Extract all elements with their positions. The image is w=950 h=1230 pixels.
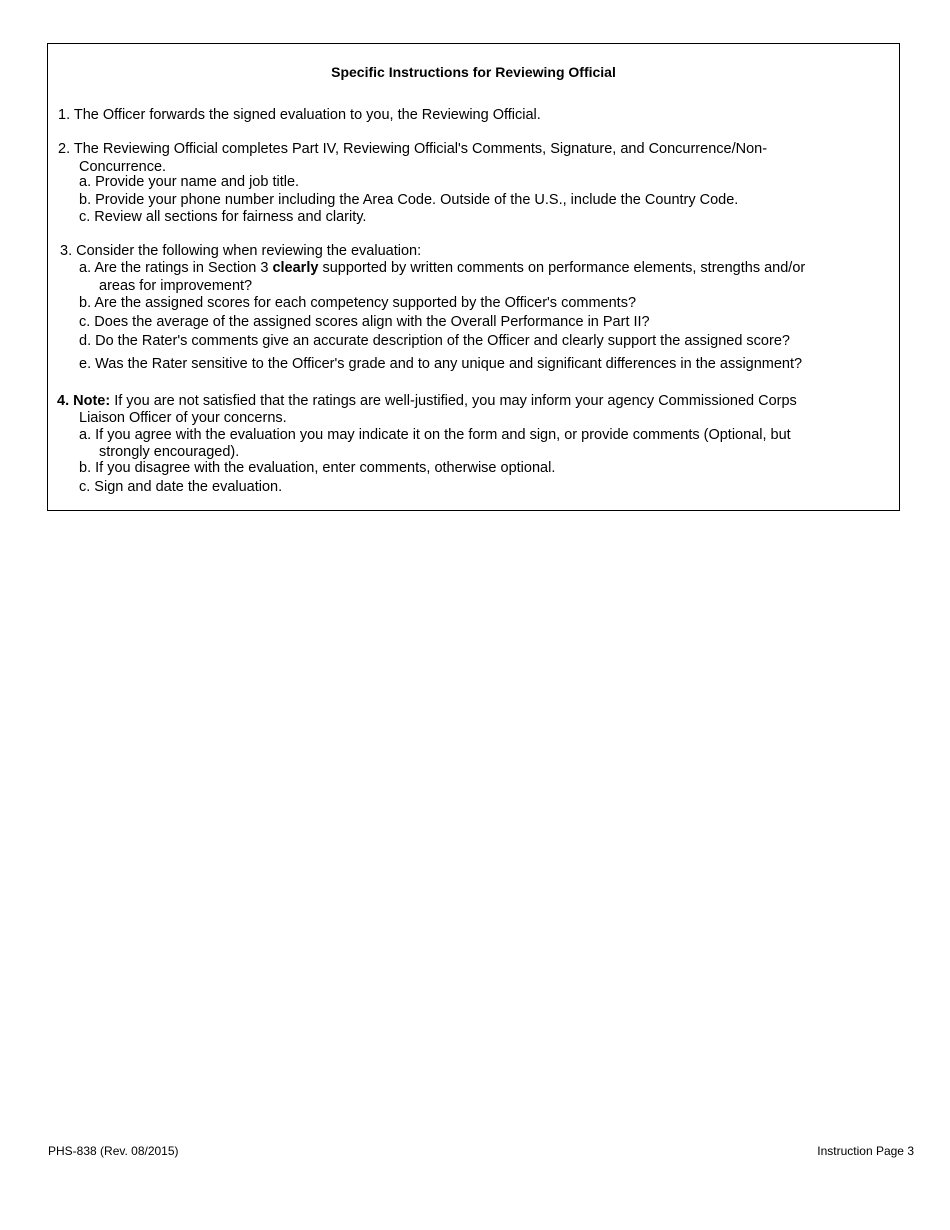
instruction-item-4a: a. If you agree with the evaluation you may indicate it on the form and sign, or provide comments (Optional, but (79, 427, 791, 443)
instruction-item-3: 3. Consider the following when reviewing the evaluation: (60, 243, 422, 259)
instruction-item-4-cont: Liaison Officer of your concerns. (79, 410, 287, 426)
form-number: PHS-838 (Rev. 08/2015) (48, 1144, 179, 1158)
instruction-item-2b: b. Provide your phone number including the Area Code. Outside of the U.S., include the Country Code. (79, 192, 739, 208)
instruction-item-4a-cont: strongly encouraged). (99, 444, 240, 460)
item-3a-emphasis: clearly (272, 260, 319, 276)
instruction-item-2-cont: Concurrence. (79, 159, 167, 175)
instruction-item-2a: a. Provide your name and job title. (79, 174, 300, 190)
section-title: Specific Instructions for Reviewing Official (331, 64, 616, 80)
instruction-item-4 (57, 393, 797, 410)
instruction-item-2c: c. Review all sections for fairness and clarity. (79, 209, 367, 225)
item-3a-text-post: supported by written comments on performance elements, strengths and/or (318, 260, 806, 276)
instruction-item-1: 1. The Officer forwards the signed evaluation to you, the Reviewing Official. (58, 107, 541, 123)
page-number: Instruction Page 3 (817, 1144, 914, 1158)
instruction-item-3a (79, 260, 805, 277)
instruction-item-3c: c. Does the average of the assigned scores align with the Overall Performance in Part II? (79, 314, 650, 330)
instruction-item-2: 2. The Reviewing Official completes Part IV, Reviewing Official's Comments, Signature, and Concurrence/Non- (58, 141, 768, 157)
instruction-item-4b: b. If you disagree with the evaluation, enter comments, otherwise optional. (79, 460, 556, 476)
instruction-item-3e: e. Was the Rater sensitive to the Officer's grade and to any unique and significant differences in the assignment? (79, 356, 803, 372)
note-text: If you are not satisfied that the ratings are well-justified, you may inform your agency Commissioned Corps (110, 393, 797, 409)
item-3a-text-pre: a. Are the ratings in Section 3 (79, 260, 273, 276)
instruction-item-3b: b. Are the assigned scores for each competency supported by the Officer's comments? (79, 295, 637, 311)
instruction-item-4c: c. Sign and date the evaluation. (79, 479, 283, 495)
instruction-item-3a-cont: areas for improvement? (99, 278, 253, 294)
instruction-item-3d: d. Do the Rater's comments give an accurate description of the Officer and clearly support the assigned score? (79, 333, 790, 349)
note-label: 4. Note: (57, 393, 111, 409)
